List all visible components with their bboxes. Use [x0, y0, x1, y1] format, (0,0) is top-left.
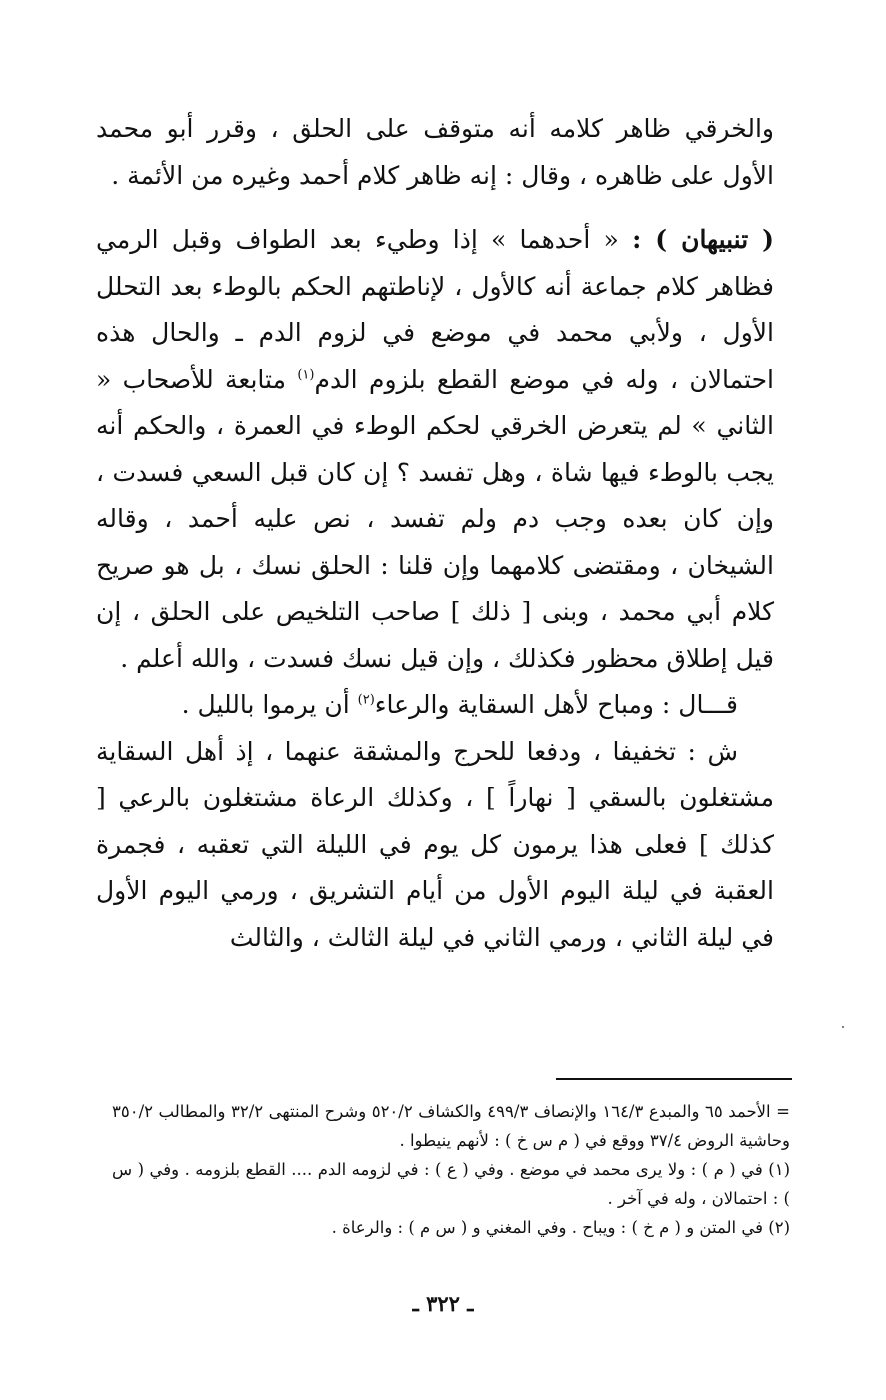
paragraph-4: ش : تخفيفا ، ودفعا للحرج والمشقة عنهما ، إذ أهل السقاية مشتغلون بالسقي [ نهاراً ] ، وكذلك الرعاة مشتغلون بالرعي [ كذلك ] فعلى هذا يرمون كل يوم في الليلة التي تعقبه ، فجمرة العقبة في ليلة اليوم الأول من أيام التشريق ، ورمي اليوم الأول في ليلة الثاني ، ورمي الثاني في ليلة الثالث ، والثالث	[96, 736, 774, 952]
footnote-2: (٢) في المتن و ( م خ ) : ويباح . وفي المغني و ( س م ) : والرعاة .	[331, 1218, 790, 1237]
paragraph-3-text-a: قـــال : ومباح لأهل السقاية والرعاء	[374, 690, 738, 719]
page-number: ـ ٣٢٢ ـ	[412, 1291, 474, 1316]
paragraph-1: والخرقي ظاهر كلامه أنه متوقف على الحلق ، وقرر أبو محمد الأول على ظاهره ، وقال : إنه ظاهر كلام أحمد وغيره من الأئمة .	[96, 114, 774, 190]
footnotes	[112, 1097, 790, 1242]
paragraph-2	[96, 217, 774, 682]
main-text	[96, 106, 774, 961]
paragraph-2-text-a: « أحدهما » إذا وطيء بعد الطواف وقبل الرمي فظاهر كلام جماعة أنه كالأول ، لإناطتهم الحكم بالوطء بعد التحلل الأول ، ولأبي محمد في موضع في لزوم الدم ـ والحال هذه احتمالان ، وله في موضع القطع بلزوم الدم	[96, 225, 774, 394]
paragraph-2-lead: ( تنبيهان ) :	[632, 225, 774, 254]
paragraph-2-text-b: متابعة للأصحاب « الثاني » لم يتعرض الخرقي لحكم الوطء في العمرة ، والحكم أنه يجب بالوطء فيها شاة ، وهل تفسد ؟ إن كان قبل السعي فسدت ، وإن كان بعده وجب دم ولم تفسد ، نص عليه أحمد ، وقاله الشيخان ، ومقتضى كلامهما وإن قلنا : الحلق نسك ، بل هو صريح كلام أبي محمد ، وبنى [ ذلك ] صاحب التلخيص على الحلق ، إن قيل إطلاق محظور فكذلك ، وإن قيل نسك فسدت ، والله أعلم .	[96, 364, 774, 673]
footnote-separator	[556, 1078, 792, 1080]
paragraph-3-text-b: أن يرموا بالليل .	[181, 690, 358, 719]
paragraph-3	[96, 682, 774, 729]
footnote-marker-1: (١)	[297, 367, 315, 383]
footnote-marker-2: (٢)	[357, 692, 375, 708]
footnote-continuation: = الأحمد ٦٥ والمبدع ١٦٤/٣ والإنصاف ٤٩٩/٣ والكشاف ٥٢٠/٢ وشرح المنتهى ٣٢/٢ والمطالب ٣٥٠/٢ وحاشية الروض ٣٧/٤ ووقع في ( م س خ ) : لأنهم ينيطوا .	[112, 1102, 790, 1150]
footnote-1: (١) في ( م ) : ولا يرى محمد في موضع . وفي ( ع ) : في لزومه الدم .... القطع بلزومه . وفي ( س ) : احتمالان ، وله في آخر .	[112, 1160, 790, 1208]
scan-speck	[842, 1026, 844, 1028]
